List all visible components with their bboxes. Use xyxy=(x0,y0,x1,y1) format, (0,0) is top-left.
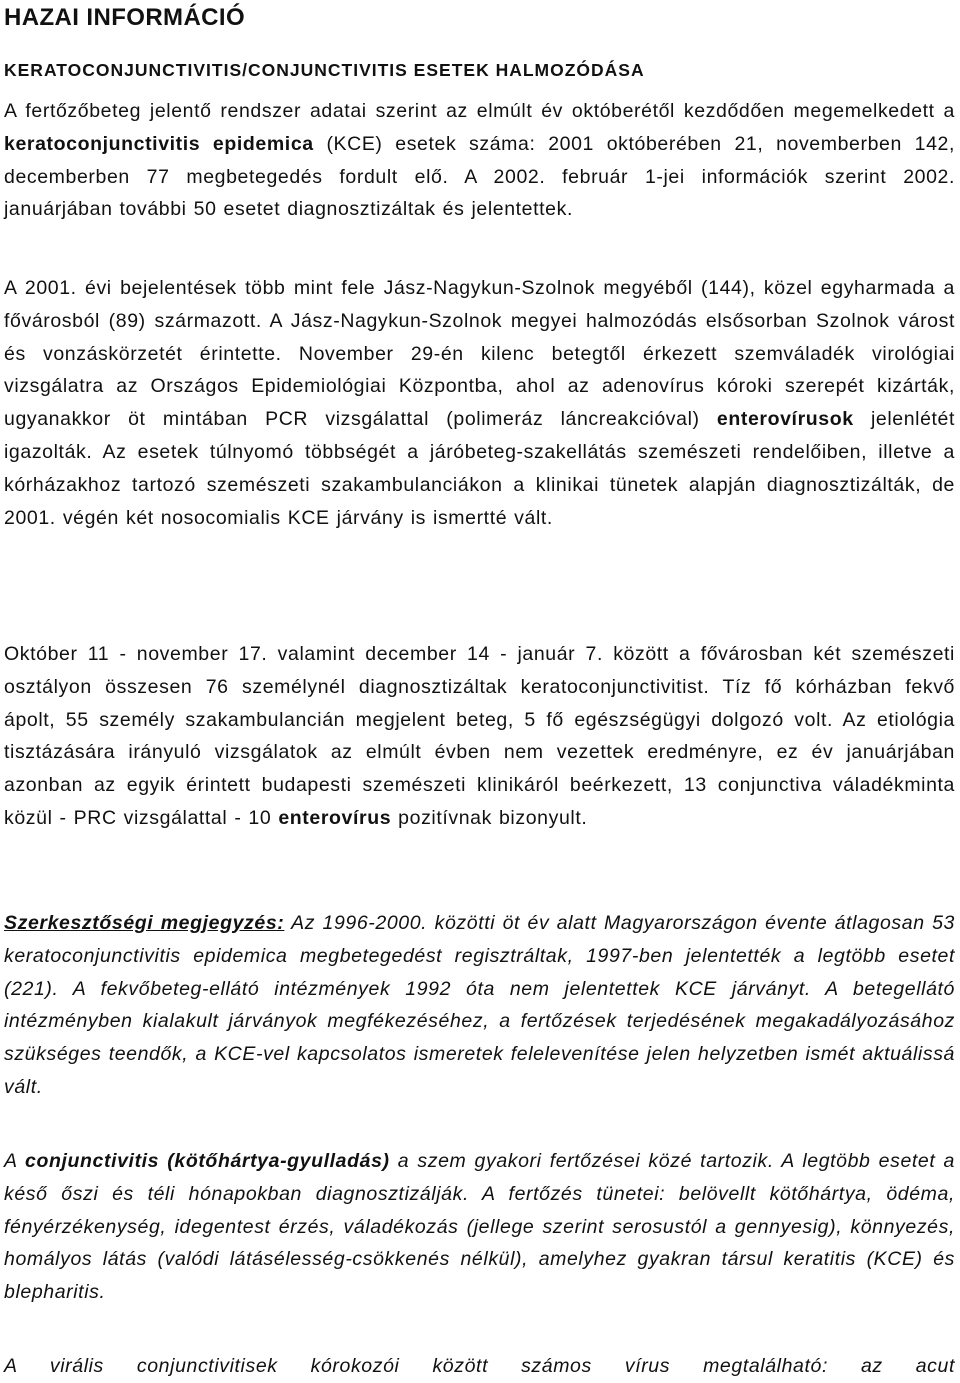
paragraph-budapest-outbreak xyxy=(4,638,955,835)
text-run: A fertőzőbeteg jelentő rendszer adatai szerint az elmúlt év októberétől kezdődően megemelkedett a xyxy=(4,100,955,122)
text-run: pozitívnak bizonyult. xyxy=(391,806,588,829)
page-title: HAZAI INFORMÁCIÓ xyxy=(4,4,246,31)
bold-term: keratoconjunctivitis epidemica xyxy=(4,132,314,155)
paragraph-editor-note xyxy=(4,907,955,1104)
paragraph-case-counts xyxy=(4,95,955,226)
text-run: Az 1996-2000. közötti öt év alatt Magyarországon évente átlagosan 53 keratoconjunctivitis epidemica megbetegedést regisztráltak, 1997-ben jelentették a legtöbb esetet (221). A fekvőbeteg-ellátó intézmények 1992 óta nem jelentettek KCE járványt. A betegellátó intézményben kialakult járványok megfékezéséhez, a fertőzések terjedésének megakadályozásához szükséges teendők, a KCE-vel kapcsolatos ismeretek felelevenítése jelen helyzetben ismét aktuálissá vált. xyxy=(4,912,955,1098)
paragraph-regional-outbreak xyxy=(4,272,955,534)
paragraph-conjunctivitis-info xyxy=(4,1145,955,1309)
text-run: A xyxy=(4,1150,26,1172)
text-run: A virális conjunctivitisek kórokozói között számos vírus megtalálható: az acut xyxy=(4,1355,955,1377)
bold-term: enterovírus xyxy=(278,806,392,829)
text-run: A 2001. évi bejelentések több mint fele Jász-Nagykun-Szolnok megyéből (144), közel egyharmada a fővárosból (89) származott. A Jász-Nagykun-Szolnok megyei halmozódás elsősorban Szolnok várost és vonzáskörzetét érintette. November 29-én kilenc betegtől érkezett szemváladék virológiai vizsgálatra az Országos Epidemiológiai Központba, ahol az adenovírus kóroki szerepét kizárták, ugyanakkor öt mintában PCR vizsgálattal (polimeráz láncreakcióval) xyxy=(4,277,955,431)
bold-term: conjunctivitis (kötőhártya-gyulladás) xyxy=(25,1150,390,1172)
paragraph-viral-causes xyxy=(4,1350,955,1383)
bold-term: enterovírusok xyxy=(716,408,854,431)
editor-note-label: Szerkesztőségi megjegyzés: xyxy=(4,912,285,934)
text-run: jelenlétét igazolták. Az esetek túlnyomó többségét a járóbeteg-szakellátás szemészeti rendelőiben, illetve a kórházakhoz tartozó szemészeti szakambulanciákon a klinikai tünetek alapján diagnosztizálták, de 2001. végén két nosocomialis KCE járvány is ismertté vált. xyxy=(4,408,955,529)
text-run: Október 11 - november 17. valamint december 14 - január 7. között a fővárosban két szemészeti osztályon összesen 76 személynél diagnosztizáltak keratoconjunctivitist. Tíz fő kórházban fekvő ápolt, 55 személy szakambulancián megjelent beteg, 5 fő egészségügyi dolgozó volt. Az etiológia tisztázására irányuló vizsgálatok az elmúlt évben nem vezettek eredményre, ez év januárjában azonban az egyik érintett budapesti szemészeti klinikáról beérkezett, 13 conjunctiva váladékminta közül - PRC vizsgálattal - 10 xyxy=(4,643,955,829)
text-run: (KCE) esetek száma: 2001 októberében 21, novemberben 142, decemberben 77 megbetegedés fordult elő. A 2002. február 1-jei információk szerint 2002. januárjában további 50 esetet diagnosztizáltak és jelentettek. xyxy=(4,132,955,221)
section-heading: KERATOCONJUNCTIVITIS/CONJUNCTIVITIS ESETEK HALMOZÓDÁSA xyxy=(4,60,645,80)
text-run: a szem gyakori fertőzései közé tartozik. A legtöbb esetet a késő őszi és téli hónapokban diagnosztizálják. A fertőzés tünetei: belövellt kötőhártya, ödéma, fényérzékenység, idegentest érzés, váladékozás (jellege szerint serosustól a gennyesig), könnyezés, homályos látás (valódi látásélesség-csökkenés nélkül), amelyhez gyakran társul keratitis (KCE) és blepharitis. xyxy=(4,1150,955,1304)
